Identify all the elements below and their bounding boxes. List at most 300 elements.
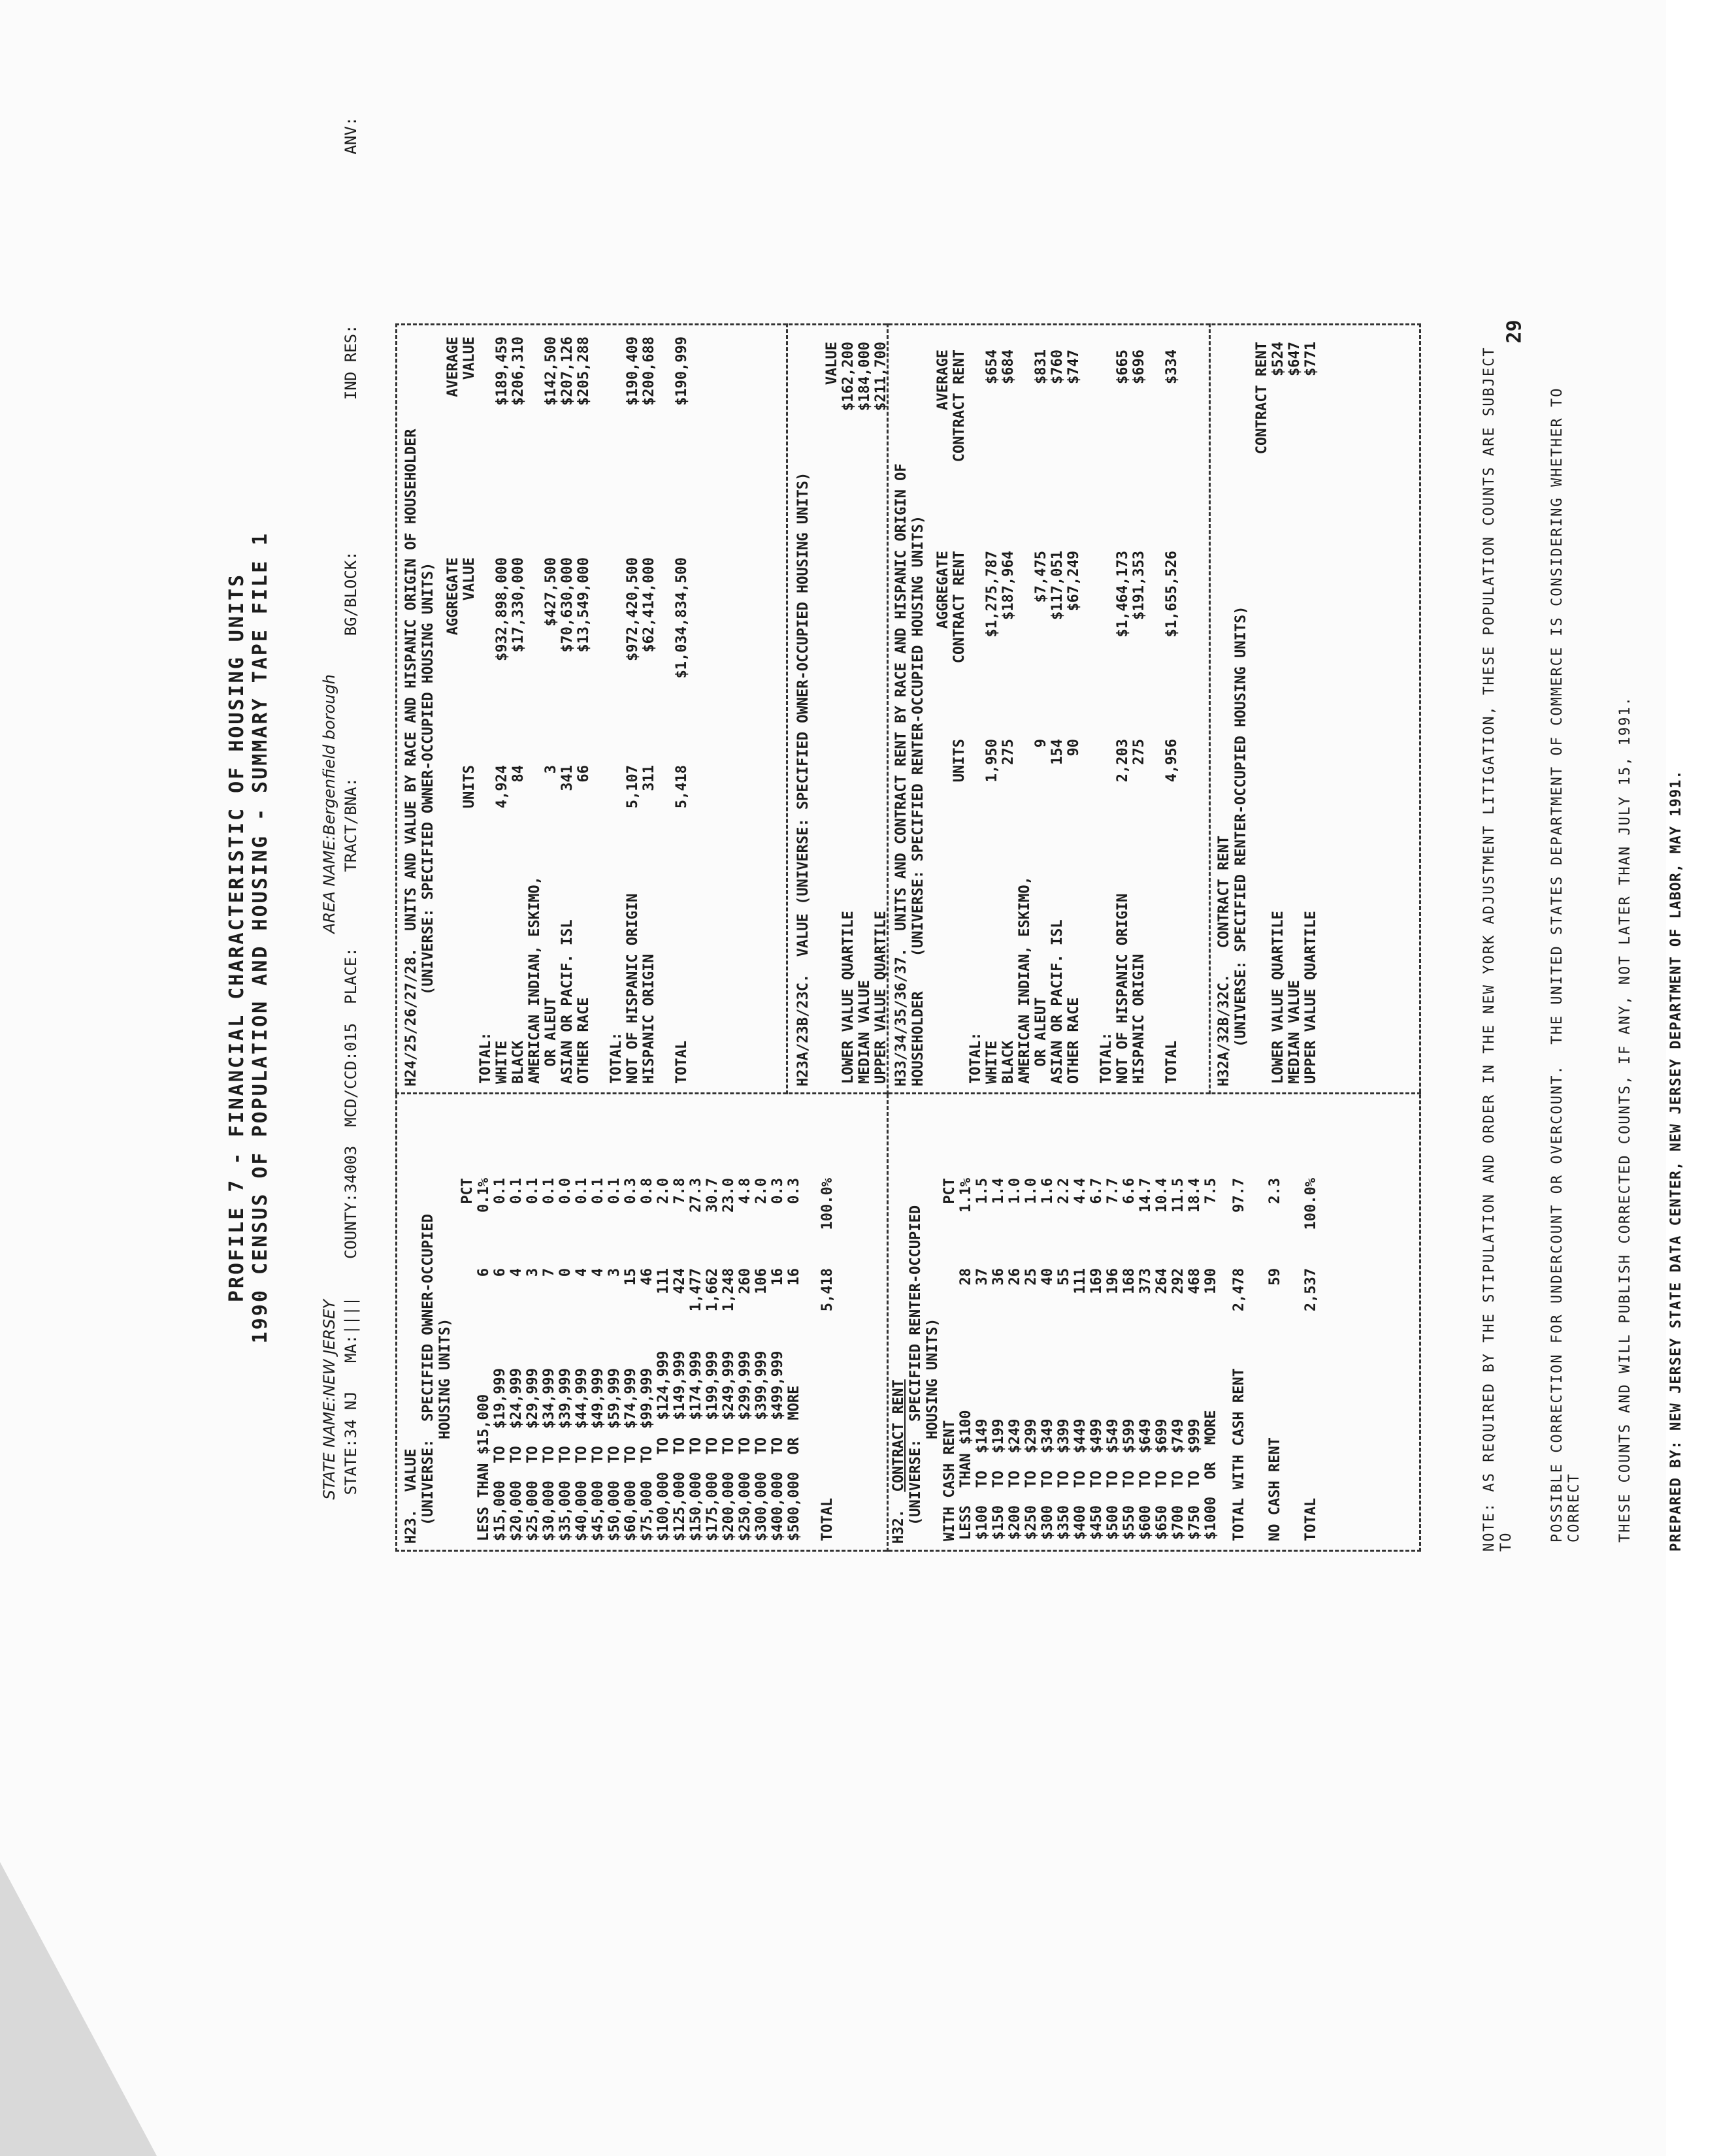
h24-table	[445, 334, 690, 1086]
h33-row	[1098, 347, 1115, 1086]
h24-cell-u	[608, 762, 625, 846]
h23-label: $60,000 TO $74,999	[623, 1368, 639, 1541]
h23a-label: LOWER VALUE QUARTILE	[840, 911, 857, 1084]
h32-cell-n: 468	[1187, 1268, 1203, 1294]
h23-row	[737, 1175, 753, 1544]
h23-cell-p: 27.3	[688, 1178, 704, 1213]
h24-cell-a: $932,898,000	[494, 557, 510, 661]
h33-cell-u: 4,956	[1164, 739, 1180, 783]
h23-total-n: 5,418	[819, 1268, 836, 1312]
h24-row	[543, 334, 559, 1086]
h32-spacer1	[1219, 1175, 1231, 1544]
h23-row	[541, 1175, 557, 1544]
h24-cell-u	[657, 762, 674, 846]
h24-label: OTHER RACE	[576, 997, 592, 1084]
h32a-universe: (UNIVERSE: SPECIFIED RENTER-OCCUPIED HOUSING UNITS)	[1233, 606, 1249, 1047]
h23a-row	[840, 339, 857, 1086]
h33-cell-a: $187,964	[1000, 551, 1017, 620]
h24-cell-a: $13,549,000	[576, 557, 592, 653]
rotated-report	[225, 116, 1684, 1552]
h32-cell-n: 111	[1072, 1268, 1089, 1294]
h23-cell-p: 2.0	[655, 1178, 672, 1204]
h23-cell-p: 0.1%	[476, 1178, 492, 1213]
h32-total-p: 100.0%	[1303, 1178, 1319, 1230]
h24-cell-u: 66	[576, 765, 592, 783]
h23-total-label: TOTAL	[819, 1497, 836, 1541]
h23a-cell-v: $211,700	[873, 342, 889, 411]
h23-cell-p: 30.7	[704, 1178, 721, 1213]
h33-label	[1082, 820, 1098, 1086]
h23-cell-p: 0.1	[574, 1178, 590, 1204]
h33-cell-a: $1,275,787	[984, 551, 1000, 638]
h23a-table	[824, 339, 889, 1086]
h24-cell-u	[527, 762, 543, 846]
h23-cell-n: 4	[590, 1268, 606, 1277]
h24-label	[657, 846, 674, 1086]
h33-cell-v: $334	[1164, 350, 1180, 384]
h23a-cell-v: $184,000	[857, 342, 873, 411]
h32-cell-p: 4.4	[1072, 1178, 1089, 1204]
h23-label: $150,000 TO $174,999	[688, 1350, 704, 1541]
h32-label: $1000 OR MORE	[1203, 1410, 1219, 1540]
h32-label: $550 TO $599	[1121, 1418, 1138, 1540]
h32a-title: H32A/32B/32C. CONTRACT RENT	[1216, 835, 1232, 1086]
h32-label: $300 TO $349	[1040, 1418, 1056, 1540]
h33-cell-v	[968, 347, 984, 548]
h23-table	[459, 1175, 836, 1544]
h24-row	[559, 334, 576, 1086]
h24-cell-v: $189,459	[494, 336, 510, 406]
h33-cell-v	[1017, 347, 1033, 548]
state-code: STATE:34 NJ	[342, 1391, 360, 1495]
h32-cell-n: 25	[1023, 1268, 1040, 1286]
h24-row	[527, 334, 543, 1086]
h32-cell-n: 26	[1007, 1268, 1023, 1286]
report-title: PROFILE 7 - FINANCIAL CHARACTERISTIC OF HOUSING UNITS	[225, 572, 248, 1303]
h33-cell-u: 2,203	[1115, 739, 1131, 783]
h32-cell-n: 264	[1154, 1268, 1170, 1294]
h33-cell-a: $117,051	[1049, 551, 1066, 620]
h23a-header-row	[824, 339, 840, 1086]
h23-row	[606, 1175, 623, 1544]
h23-row	[704, 1175, 721, 1544]
h24-label: ASIAN OR PACIF. ISL	[559, 919, 576, 1084]
h24-row	[576, 334, 592, 1086]
h23-section	[403, 1175, 836, 1544]
h32a-row	[1303, 339, 1319, 1086]
h33-label	[1147, 820, 1164, 1086]
anv-field: ANV:	[342, 116, 360, 155]
h24-label	[592, 846, 608, 1086]
h23-cell-p: 0.1	[590, 1178, 606, 1204]
h32-label: $100 TO $149	[974, 1418, 990, 1540]
h32-universe-2: HOUSING UNITS)	[925, 1318, 941, 1439]
place-field: PLACE:	[342, 947, 360, 1004]
h33-label: AMERICAN INDIAN, ESKIMO,	[1017, 876, 1033, 1084]
h23-label: $35,000 TO $39,999	[557, 1368, 574, 1541]
h33-title-2: HOUSEHOLDER (UNIVERSE: SPECIFIED RENTER-OCCUPIED HOUSING UNITS)	[910, 515, 926, 1086]
h23-row	[508, 1175, 525, 1544]
h24-header-row-1	[445, 334, 461, 1086]
h24-cell-a	[527, 555, 543, 762]
h33-cell-a: $7,475	[1033, 551, 1049, 603]
h23-cell-n: 1,477	[688, 1268, 704, 1312]
h23-row	[492, 1175, 508, 1544]
h32-header-row	[941, 1175, 958, 1544]
h24-agg-header-2: VALUE	[461, 557, 478, 601]
h32-pct-header: PCT	[941, 1178, 958, 1204]
h23-cell-p: 0.1	[492, 1178, 508, 1204]
h23-row	[590, 1175, 606, 1544]
spacer-cell	[840, 527, 857, 794]
h23-label: $500,000 OR MORE	[786, 1385, 802, 1541]
h24-row	[608, 334, 625, 1086]
h33-cell-v: $696	[1131, 350, 1147, 384]
h32-row	[1072, 1175, 1089, 1544]
h32-cell-p: 1.4	[990, 1178, 1007, 1204]
h24-label: TOTAL:	[478, 1032, 494, 1084]
h24-cell-u: 341	[559, 765, 576, 791]
h33-cell-a: $1,464,173	[1115, 551, 1131, 638]
h23-cell-n: 424	[672, 1268, 688, 1294]
h24-label: BLACK	[510, 1040, 527, 1084]
h24-cell-v: $190,999	[674, 336, 690, 406]
h33-cell-a	[968, 548, 984, 736]
h23-total-row	[819, 1175, 836, 1544]
tract-field: TRACT/BNA:	[342, 777, 360, 872]
h24-title: H24/25/26/27/28. UNITS AND VALUE BY RACE AND HISPANIC ORIGIN OF HOUSEHOLDER	[403, 429, 419, 1086]
h32-total-cash-n: 2,478	[1231, 1268, 1247, 1312]
h32-cell-p: 10.4	[1154, 1178, 1170, 1213]
h24-cell-a: $972,420,500	[625, 557, 641, 661]
h23-row	[786, 1175, 802, 1544]
h33-row	[1147, 347, 1164, 1086]
h32a-header-row	[1254, 339, 1270, 1086]
h23-cell-p: 0.1	[525, 1178, 541, 1204]
h24-rows	[478, 334, 690, 1086]
h23-cell-n: 1,248	[721, 1268, 737, 1312]
h33-label: BLACK	[1000, 1040, 1017, 1084]
h24-agg-header: AGGREGATE	[445, 557, 461, 636]
h23-cell-n: 16	[770, 1268, 786, 1286]
h33-row	[1033, 347, 1049, 1086]
h23-cell-p: 0.3	[786, 1178, 802, 1204]
h24-cell-a: $427,500	[543, 557, 559, 627]
h24-avg-header: AVERAGE	[445, 336, 461, 397]
h33-table	[935, 347, 1180, 1086]
h23-row	[476, 1175, 492, 1544]
h23-label: $200,000 TO $249,999	[721, 1350, 737, 1541]
h32-cell-n: 169	[1089, 1268, 1105, 1294]
spacer-cell	[1286, 527, 1303, 794]
spacer-cell	[857, 527, 873, 794]
h23-row	[525, 1175, 541, 1544]
h23-header-row	[459, 1175, 476, 1544]
h23-cell-p: 0.1	[508, 1178, 525, 1204]
h23-spacer	[802, 1175, 819, 1544]
h32-cell-n: 36	[990, 1268, 1007, 1286]
h32a-row	[1270, 339, 1286, 1086]
h32-cell-p: 6.6	[1121, 1178, 1138, 1204]
h23-cell-n: 6	[476, 1268, 492, 1277]
h32-with-cash: WITH CASH RENT	[941, 1420, 958, 1541]
h23-row	[639, 1175, 655, 1544]
state-name: STATE NAME:NEW JERSEY	[320, 1299, 338, 1500]
h32-cell-n: 55	[1056, 1268, 1072, 1286]
h33-label: ASIAN OR PACIF. ISL	[1049, 919, 1066, 1084]
h24-row	[494, 334, 510, 1086]
h33-cell-u	[1082, 736, 1098, 820]
h24-cell-a	[478, 555, 494, 762]
h33-cell-u: 1,950	[984, 739, 1000, 783]
h24-cell-u: 84	[510, 765, 527, 783]
h24-section	[403, 334, 690, 1086]
h23-cell-p: 0.8	[639, 1178, 655, 1204]
h32-label: $150 TO $199	[990, 1418, 1007, 1540]
h24-cell-v: $206,310	[510, 336, 527, 406]
h33-cell-a	[1098, 548, 1115, 736]
h33-row	[1082, 347, 1098, 1086]
h32-label: $750 TO $999	[1187, 1418, 1203, 1540]
h33-cell-u: 90	[1066, 739, 1082, 757]
h32a-rows	[1270, 339, 1319, 1086]
h24-avg-header-2: VALUE	[461, 336, 478, 380]
spacer-cell	[1303, 527, 1319, 794]
h23-cell-n: 0	[557, 1268, 574, 1277]
h33-label: TOTAL:	[1098, 1032, 1115, 1084]
h24-cell-u: 3	[543, 765, 559, 774]
h32a-cell-v: $647	[1286, 342, 1303, 376]
h24-row	[641, 334, 657, 1086]
h32-row	[1187, 1175, 1203, 1544]
ma-code: MA:||||	[342, 1296, 360, 1363]
h33-cell-u	[1098, 736, 1115, 820]
h32-label: $250 TO $299	[1023, 1418, 1040, 1540]
h23-universe-2: HOUSING UNITS)	[437, 1318, 453, 1439]
h23-label: $100,000 TO $124,999	[655, 1350, 672, 1541]
h33-cell-v: $760	[1049, 350, 1066, 384]
h24-cell-v: $207,126	[559, 336, 576, 406]
h32a-cell-v: $524	[1270, 342, 1286, 376]
h33-cell-a	[1082, 548, 1098, 736]
h32-cell-p: 7.5	[1203, 1178, 1219, 1204]
h32-row	[990, 1175, 1007, 1544]
h33-cell-u	[968, 736, 984, 820]
h23-label: $400,000 TO $499,999	[770, 1350, 786, 1541]
h24-cell-a	[592, 555, 608, 762]
h32a-rent-header: CONTRACT RENT	[1254, 342, 1270, 455]
h23-h32-divider	[887, 1094, 889, 1552]
h33-row	[1049, 347, 1066, 1086]
bg-field: BG/BLOCK:	[342, 551, 360, 636]
h23a-label: UPPER VALUE QUARTILE	[873, 911, 889, 1084]
h23-label: $40,000 TO $44,999	[574, 1368, 590, 1541]
h23-title: H23. VALUE	[403, 1448, 419, 1544]
h33-cell-u: 275	[1131, 739, 1147, 765]
h24-cell-v	[527, 334, 543, 555]
h32-cell-p: 1.0	[1007, 1178, 1023, 1204]
h32-label: $500 TO $549	[1105, 1418, 1121, 1540]
h32-label: $650 TO $699	[1154, 1418, 1170, 1540]
h24-cell-u: 5,107	[625, 765, 641, 809]
h24-cell-v	[657, 334, 674, 555]
h32-row	[1138, 1175, 1154, 1544]
h33-row	[984, 347, 1000, 1086]
h33-cell-v: $831	[1033, 350, 1049, 384]
h33-cell-u: 9	[1033, 739, 1049, 748]
h24-cell-v	[592, 334, 608, 555]
h32-total-cash-p: 97.7	[1231, 1178, 1247, 1213]
h33-row	[968, 347, 984, 1086]
county-code: COUNTY:34003	[342, 1145, 360, 1260]
h24-cell-v	[478, 334, 494, 555]
footnote	[1447, 323, 1719, 1552]
h33-rows	[968, 347, 1180, 1086]
h24-cell-u: 311	[641, 765, 657, 791]
page-number: 29	[1503, 319, 1526, 344]
h23-row	[770, 1175, 786, 1544]
h33-cell-v	[1082, 347, 1098, 548]
h32-row	[1121, 1175, 1138, 1544]
h23-cell-p: 0.1	[541, 1178, 557, 1204]
h33-row	[1115, 347, 1131, 1086]
h24-row	[674, 334, 690, 1086]
h23-total-p: 100.0%	[819, 1178, 836, 1230]
h24-cell-u	[592, 762, 608, 846]
h33-cell-u	[1017, 736, 1033, 820]
h33-header-row-1	[935, 347, 951, 1086]
h33-cell-v: $684	[1000, 350, 1017, 384]
h32-label: LESS THAN $100	[958, 1410, 974, 1540]
h32a-section	[1216, 339, 1319, 1086]
h23a-label: MEDIAN VALUE	[857, 980, 873, 1084]
h23-cell-p: 23.0	[721, 1178, 737, 1213]
h24-row	[592, 334, 608, 1086]
h33-row	[1131, 347, 1147, 1086]
h32-table	[941, 1175, 1319, 1544]
h33-cell-v	[1098, 347, 1115, 548]
h24-cell-v: $200,688	[641, 336, 657, 406]
h24-label: HISPANIC ORIGIN	[641, 954, 657, 1084]
h33-cell-v: $747	[1066, 350, 1082, 384]
h23a-cell-v: $162,200	[840, 342, 857, 411]
h23a-section	[795, 339, 889, 1086]
h24-header-row-2	[461, 334, 478, 1086]
h24-units-header: UNITS	[461, 765, 478, 809]
h23-cell-p: 4.8	[737, 1178, 753, 1204]
h24-row	[478, 334, 494, 1086]
h24-cell-a	[608, 555, 625, 762]
h24-universe: (UNIVERSE: SPECIFIED OWNER-OCCUPIED HOUSING UNITS)	[420, 562, 436, 995]
h32-cell-n: 40	[1040, 1268, 1056, 1286]
h32-total-n: 2,537	[1303, 1268, 1319, 1312]
h32-label: $350 TO $399	[1056, 1418, 1072, 1540]
h23a-rows	[840, 339, 889, 1086]
h24-cell-v	[608, 334, 625, 555]
h33-label: NOT OF HISPANIC ORIGIN	[1115, 893, 1131, 1084]
h23-universe: (UNIVERSE: SPECIFIED OWNER-OCCUPIED	[420, 1214, 436, 1526]
h32-section	[891, 1175, 1319, 1544]
h32-cell-p: 6.7	[1089, 1178, 1105, 1204]
note-line-1: NOTE: AS REQUIRED BY THE STIPULATION AND ORDER IN THE NEW YORK ADJUSTMENT LITIGATION, THESE POPULATION COUNTS ARE SUBJECT TO	[1481, 336, 1514, 1552]
h23-cell-n: 3	[525, 1268, 541, 1277]
h33-units-header: UNITS	[951, 739, 968, 783]
h32-cell-p: 7.7	[1105, 1178, 1121, 1204]
h32-cell-n: 190	[1203, 1268, 1219, 1294]
h23-label: $20,000 TO $24,999	[508, 1368, 525, 1541]
id-line-2	[323, 116, 378, 1552]
h33-label: TOTAL:	[968, 1032, 984, 1084]
h32-cell-n: 292	[1170, 1268, 1187, 1294]
h33-label: HISPANIC ORIGIN	[1131, 954, 1147, 1084]
h23-cell-p: 0.0	[557, 1178, 574, 1204]
h23-cell-n: 111	[655, 1268, 672, 1294]
h23-label: LESS THAN $15,000	[476, 1394, 492, 1541]
h23-cell-n: 260	[737, 1268, 753, 1294]
h33-row	[1164, 347, 1180, 1086]
h33-cell-u: 154	[1049, 739, 1066, 765]
h23a-row	[857, 339, 873, 1086]
h23-cell-n: 15	[623, 1268, 639, 1286]
h32-label: $400 TO $449	[1072, 1418, 1089, 1540]
h32-row	[1089, 1175, 1105, 1544]
h32-cell-p: 1.1%	[958, 1178, 974, 1213]
h23-label: $25,000 TO $29,999	[525, 1368, 541, 1541]
h33-label: TOTAL	[1164, 1040, 1180, 1084]
h32-cell-n: 373	[1138, 1268, 1154, 1294]
note-line-3: THESE COUNTS AND WILL PUBLISH CORRECTED COUNTS, IF ANY, NOT LATER THAN JULY 15, 1991.	[1617, 696, 1633, 1543]
h33-cell-v: $665	[1115, 350, 1131, 384]
h32-title: CONTRACT RENT	[891, 1379, 907, 1492]
h32-row	[1105, 1175, 1121, 1544]
h32-cell-n: 37	[974, 1268, 990, 1286]
h24-cell-u: 4,924	[494, 765, 510, 809]
h24-h23a-divider	[786, 323, 788, 1094]
h23-cell-n: 7	[541, 1268, 557, 1277]
h23-cell-n: 4	[508, 1268, 525, 1277]
h24-label: WHITE	[494, 1040, 510, 1084]
h33-section	[893, 347, 1180, 1086]
area-name: AREA NAME:Bergenfield borough	[320, 674, 338, 934]
h23-row	[574, 1175, 590, 1544]
h23-row	[655, 1175, 672, 1544]
h23-label: $75,000 TO $99,999	[639, 1368, 655, 1541]
h33-agg-header: AGGREGATE	[935, 551, 951, 629]
h33-avg-header: AVERAGE	[935, 350, 951, 410]
h33-cell-a: $67,249	[1066, 551, 1082, 612]
h24-cell-v: $142,500	[543, 336, 559, 406]
h23-label: $175,000 TO $199,999	[704, 1350, 721, 1541]
h32a-label: MEDIAN VALUE	[1286, 980, 1303, 1084]
h32-row	[958, 1175, 974, 1544]
h32a-cell-v: $771	[1303, 342, 1319, 376]
h23-cell-n: 16	[786, 1268, 802, 1286]
h24-cell-a	[657, 555, 674, 762]
h32-cell-n: 28	[958, 1268, 974, 1286]
h32a-label: LOWER VALUE QUARTILE	[1270, 911, 1286, 1084]
h23-row	[721, 1175, 737, 1544]
h24-cell-a: $1,034,834,500	[674, 557, 690, 679]
h24-label: NOT OF HISPANIC ORIGIN	[625, 893, 641, 1084]
h24-label: OR ALEUT	[543, 997, 559, 1084]
h23-pct-header: PCT	[459, 1178, 476, 1204]
h32-label: $600 TO $649	[1138, 1418, 1154, 1540]
report-subtitle: 1990 CENSUS OF POPULATION AND HOUSING - SUMMARY TAPE FILE 1	[249, 531, 272, 1344]
mcd-code: MCD/CCD:015	[342, 1022, 360, 1127]
h24-cell-v: $205,288	[576, 336, 592, 406]
h24-label: AMERICAN INDIAN, ESKIMO,	[527, 876, 543, 1084]
h32-cell-p: 1.0	[1023, 1178, 1040, 1204]
